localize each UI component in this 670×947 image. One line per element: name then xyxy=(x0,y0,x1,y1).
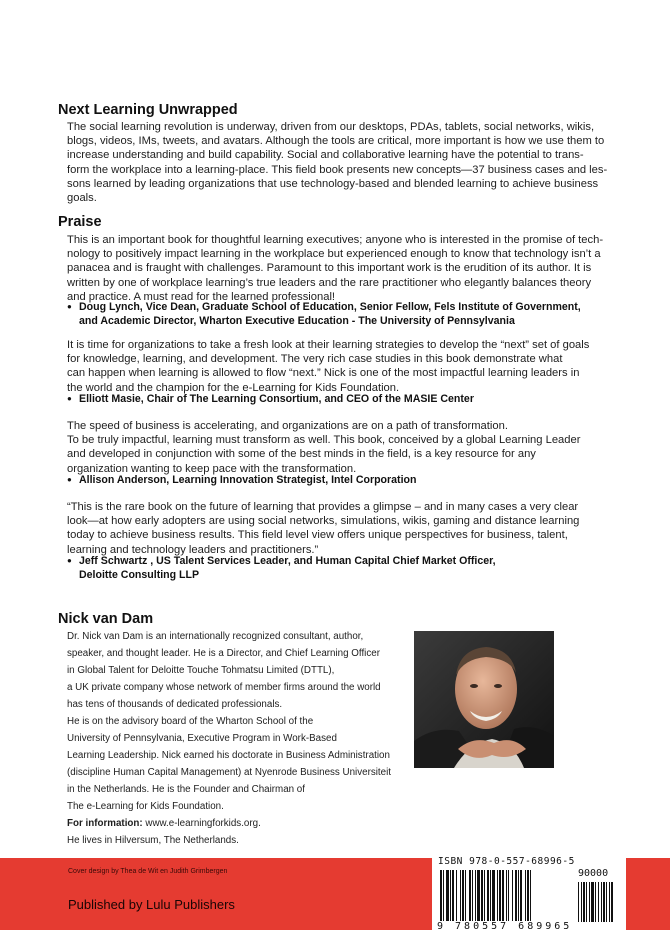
barcode-bar xyxy=(443,870,444,922)
text-line: blogs, videos, IMs, tweets, and avatars. Although the tools are critical, more important is how we use them to xyxy=(67,135,605,148)
cover-credits: Cover design by Thea de Wit en Judith Grimbergen xyxy=(68,868,228,875)
text-line: organization wanting to keep pace with the transformation. xyxy=(67,462,357,475)
addon-bar xyxy=(595,882,596,922)
addon-bar xyxy=(583,882,585,922)
text-line: Dr. Nick van Dam is an internationally recognized consultant, author, xyxy=(67,631,364,642)
praise-attribution-4 xyxy=(67,554,607,583)
addon-bar xyxy=(598,882,599,922)
barcode-bar xyxy=(512,870,513,922)
barcode-bar xyxy=(481,870,483,922)
text-line: the world and the champion for the e-Learning for Kids Foundation. xyxy=(67,381,400,394)
text-line: today to achieve business results. This field level view offers unique perspectives for business, talent, xyxy=(67,529,568,542)
barcode-bar xyxy=(462,870,464,922)
barcode-bar xyxy=(487,870,489,922)
text-line: Learning Leadership. Nick earned his doctorate in Business Administration xyxy=(67,750,390,761)
intro-heading: Next Learning Unwrapped xyxy=(58,102,238,118)
barcode-bar xyxy=(446,870,449,922)
addon-bar xyxy=(611,882,613,922)
barcode-bar xyxy=(469,870,471,922)
praise-attribution-1 xyxy=(67,300,607,329)
text-line: goals. xyxy=(67,192,97,205)
barcode-bar xyxy=(450,870,451,922)
attribution-line: Deloitte Consulting LLP xyxy=(79,568,200,581)
text-line: (discipline Human Capital Management) at Nyenrode Business Universiteit xyxy=(67,767,391,778)
barcode-bar xyxy=(515,870,517,922)
text-line: sons learned by leading organizations that use technology-based and blended learning to achieve business xyxy=(67,177,599,190)
barcode-bar xyxy=(530,870,531,922)
praise-quote-3 xyxy=(67,419,587,476)
text-line: in Global Talent for Deloitte Touche Tohmatsu Limited (DTTL), xyxy=(67,665,335,676)
barcode-bar xyxy=(527,870,529,922)
attribution-line xyxy=(67,554,607,569)
info-label: For information: xyxy=(67,818,143,829)
intro-paragraph xyxy=(67,120,608,205)
text-line: increase understanding and build capability. Social and collaborative learning have the potential to trans- xyxy=(67,149,584,162)
barcode-bar xyxy=(520,870,522,922)
addon-bar xyxy=(591,882,594,922)
attribution-line: and Academic Director, Wharton Executive Education - The University of Pennsylvania xyxy=(79,314,515,327)
barcode-bar xyxy=(499,870,501,922)
text-line: in the Netherlands. He is the Founder and Chairman of xyxy=(67,784,305,795)
text-line: The social learning revolution is underway, driven from our desktops, PDAs, tablets, social networks, wikis, xyxy=(67,121,595,133)
text-line: look—at how early adopters are using social networks, simulations, wikis, gaming and distance learning xyxy=(67,515,580,528)
bullet-icon: ● xyxy=(67,394,72,403)
barcode-bar xyxy=(502,870,504,922)
text-line: The speed of business is accelerating, and organizations are on a path of transformation. xyxy=(67,420,508,432)
barcode-bar xyxy=(508,870,509,922)
addon-bar xyxy=(581,882,582,922)
text-line: The e-Learning for Kids Foundation. xyxy=(67,801,224,812)
barcode-bar xyxy=(497,870,498,922)
praise-quote-1 xyxy=(67,233,604,304)
praise-quote-4 xyxy=(67,500,587,557)
author-photo xyxy=(414,631,554,768)
text-line: He is on the advisory board of the Wharton School of the xyxy=(67,716,314,727)
barcode-bar xyxy=(465,870,466,922)
text-line: form the workplace into a learning-place. This field book presents new concepts—37 business cases and les- xyxy=(67,163,608,176)
barcode-bar xyxy=(456,870,457,922)
addon-bar xyxy=(589,882,590,922)
bullet-icon: ● xyxy=(67,302,72,311)
praise-attribution-2 xyxy=(67,392,607,407)
text-line: and developed in conjunction with some of the best minds in the field, is a key resource for any xyxy=(67,448,536,461)
praise-quote-2 xyxy=(67,338,590,395)
addon-bar xyxy=(586,882,587,922)
bullet-icon: ● xyxy=(67,556,72,565)
barcode-bar xyxy=(506,870,507,922)
barcode-bar xyxy=(490,870,491,922)
text-line: learning and technology leaders and practitioners.” xyxy=(67,543,319,556)
text-line: “This is the rare book on the future of learning that provides a glimpse – and in many cases a very clear xyxy=(67,501,579,513)
text-line: and practice. A must read for the learned professional! xyxy=(67,290,336,303)
price-code: 90000 xyxy=(578,868,609,879)
praise-heading: Praise xyxy=(58,214,102,230)
attribution-line xyxy=(67,473,607,488)
author-portrait-illustration xyxy=(414,631,554,768)
publisher-label: Published by Lulu Publishers xyxy=(68,897,235,912)
addon-bar xyxy=(603,882,605,922)
barcode-bar xyxy=(440,870,442,922)
info-link[interactable]: www.e-learningforkids.org. xyxy=(142,818,261,829)
addon-bar xyxy=(609,882,610,922)
barcode-bar xyxy=(472,870,473,922)
text-line: a UK private company whose network of member firms around the world xyxy=(67,682,381,693)
text-line: speaker, and thought leader. He is a Director, and Chief Learning Officer xyxy=(67,648,380,659)
isbn-label: ISBN 978-0-557-68996-5 xyxy=(438,856,575,867)
attribution-line xyxy=(67,300,607,315)
barcode-bar xyxy=(477,870,480,922)
text-line: It is time for organizations to take a fresh look at their learning strategies to develop the “next” set of goals xyxy=(67,339,590,351)
barcode-bar xyxy=(475,870,476,922)
addon-bar xyxy=(601,882,602,922)
attribution-line xyxy=(67,392,607,407)
attribution-text: Jeff Schwartz , US Talent Services Leader, and Human Capital Chief Market Officer, xyxy=(79,555,496,567)
text-line: To be truly impactful, learning must transform as well. This book, conceived by a global Learning Leader xyxy=(67,434,581,447)
author-bio xyxy=(67,628,407,849)
text-line: University of Pennsylvania, Executive Program in Work-Based xyxy=(67,733,337,744)
author-info-line xyxy=(67,815,407,832)
text-line: nology to positively impact learning in the workplace but experienced enough to know that technology isn’t a xyxy=(67,248,601,261)
barcode-bar xyxy=(518,870,519,922)
attribution-text: Allison Anderson, Learning Innovation Strategist, Intel Corporation xyxy=(79,474,417,486)
text-line: for knowledge, learning, and development. The very rich case studies in this book demonstrate what xyxy=(67,353,563,366)
author-heading: Nick van Dam xyxy=(58,611,154,627)
text-line: This is an important book for thoughtful learning executives; anyone who is interested in the promise of tech- xyxy=(67,234,604,246)
barcode-bar xyxy=(492,870,495,922)
text-line: has tens of thousands of dedicated professionals. xyxy=(67,699,283,710)
addon-bar xyxy=(606,882,607,922)
bullet-icon: ● xyxy=(67,475,72,484)
barcode-bar xyxy=(525,870,526,922)
barcode-bar xyxy=(484,870,485,922)
barcode-digits: 9 780557 689965 xyxy=(437,921,573,932)
attribution-text: Elliott Masie, Chair of The Learning Consortium, and CEO of the MASIE Center xyxy=(79,393,474,405)
addon-bar xyxy=(578,882,579,922)
text-line: can happen when learning is allowed to flow “next.” Nick is one of the most impactful learning leaders in xyxy=(67,367,580,380)
praise-attribution-3 xyxy=(67,473,607,488)
barcode-bar xyxy=(460,870,461,922)
barcode-bar xyxy=(452,870,454,922)
text-line: written by one of workplace learning’s true leaders and the rare practitioner who elegantly balances theory xyxy=(67,276,592,289)
text-line: panacea and is fraught with challenges. Paramount to this important work is the erudition of its author. It is xyxy=(67,262,592,275)
attribution-text: Doug Lynch, Vice Dean, Graduate School of Education, Senior Fellow, Fels Institute of Government, xyxy=(79,301,581,313)
author-residence: He lives in Hilversum, The Netherlands. xyxy=(67,835,239,846)
